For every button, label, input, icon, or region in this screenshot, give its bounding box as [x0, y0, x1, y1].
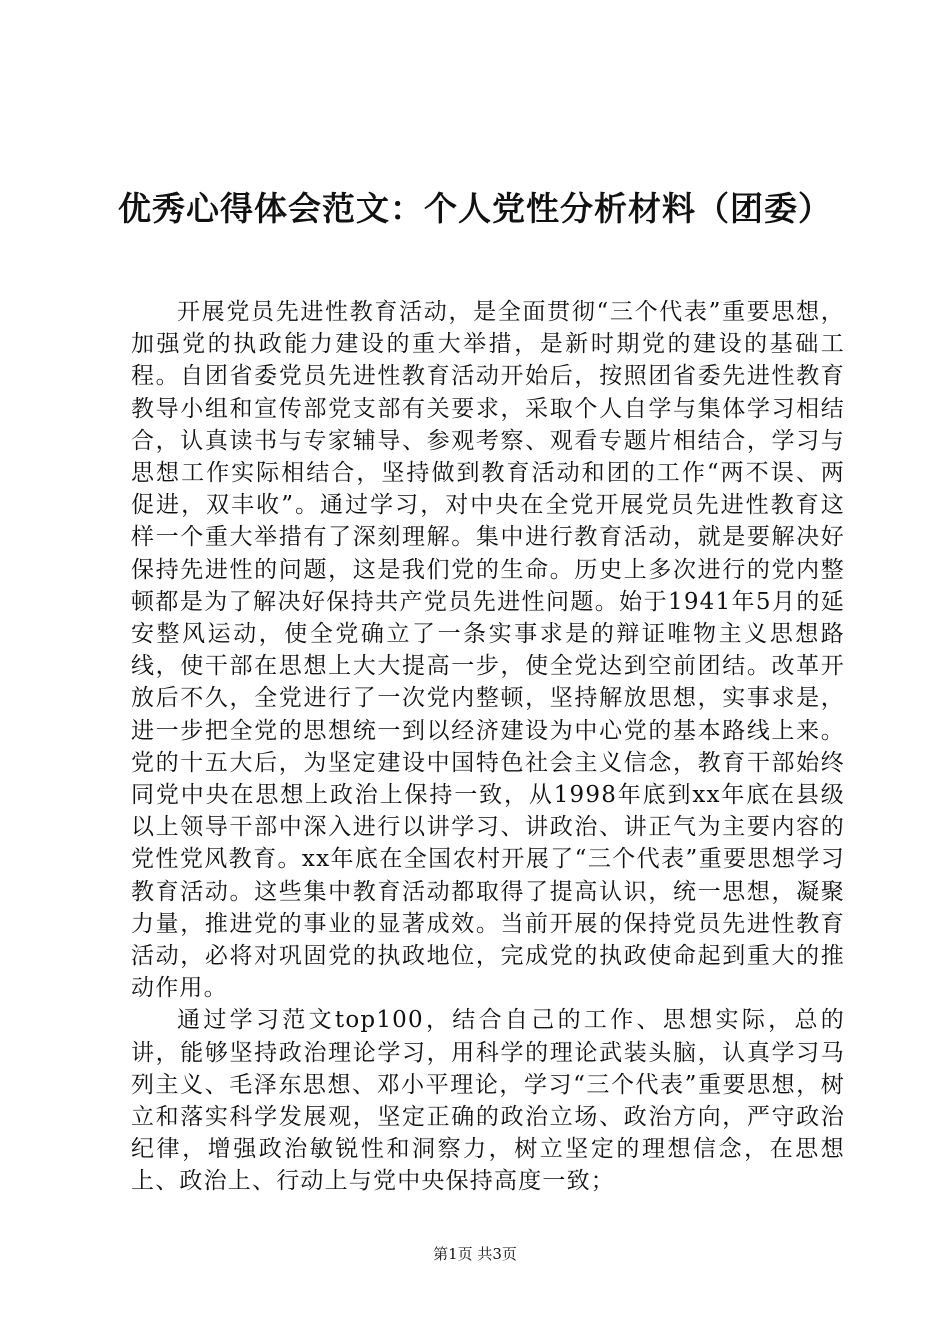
paragraph-1: 开展党员先进性教育活动，是全面贯彻“三个代表”重要思想，加强党的执政能力建设的重大举措，是新时期党的建设的基础工程。自团省委党员先进性教育活动开始后，按照团省委先进性教育教导小组和宣传部党支部有关要求，采取个人自学与集体学习相结合，认真读书与专家辅导、参观考察、观看专题片相结合，学习与思想工作实际相结合，坚持做到教育活动和团的工作“两不误、两促进，双丰收”。通过学习，对中央在全党开展党员先进性教育这样一个重大举措有了深刻理解。集中进行教育活动，就是要解决好保持先进性的问题，这是我们党的生命。历史上多次进行的党内整顿都是为了解决好保持共产党员先进性问题。始于1941年5月的延安整风运动，使全党确立了一条实事求是的辩证唯物主义思想路线，使干部在思想上大大提高一步，使全党达到空前团结。改革开放后不久，全党进行了一次党内整顿，坚持解放思想，实事求是，进一步把全党的思想统一到以经济建设为中心党的基本路线上来。党的十五大后，为坚定建设中国特色社会主义信念，教育干部始终同党中央在思想上政治上保持一致，从1998年底到xx年底在县级以上领导干部中深入进行以讲学习、讲政治、讲正气为主要内容的党性党风教育。xx年底在全国农村开展了“三个代表”重要思想学习教育活动。这些集中教育活动都取得了提高认识，统一思想，凝聚力量，推进党的事业的显著成效。当前开展的保持党员先进性教育活动，必将对巩固党的执政地位，完成党的执政使命起到重大的推动作用。 [131, 299, 845, 1002]
document-body [131, 296, 845, 1198]
page-footer: 第1页 共3页 [433, 1245, 517, 1263]
paragraph-2: 通过学习范文top100，结合自己的工作、思想实际，总的讲，能够坚持政治理论学习，用科学的理论武装头脑，认真学习马列主义、毛泽东思想、邓小平理论，学习“三个代表”重要思想，树立和落实科学发展观，坚定正确的政治立场、政治方向，严守政治纪律，增强政治敏锐性和洞察力，树立坚定的理想信念，在思想上、政治上、行动上与党中央保持高度一致； [131, 1007, 845, 1195]
document-title: 优秀心得体会范文：个人党性分析材料（团委） [118, 189, 832, 228]
